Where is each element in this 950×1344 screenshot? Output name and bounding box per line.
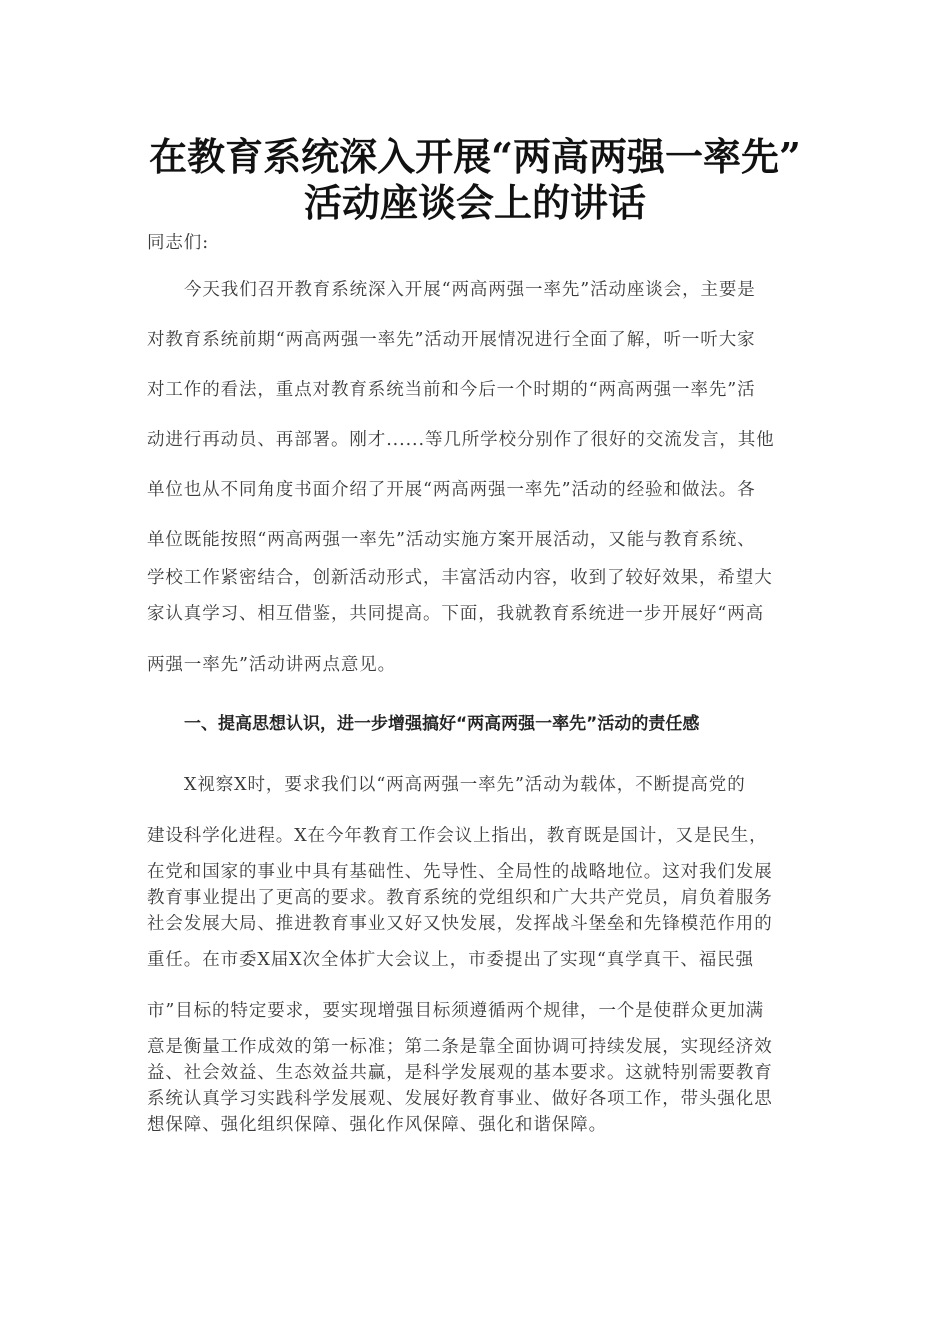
paragraph-1-line: 对工作的看法，重点对教育系统当前和今后一个时期的“两高两强一率先”活 xyxy=(147,380,756,400)
paragraph-2-line: 社会发展大局、推进教育事业又好又快发展，发挥战斗堡垒和先锋模范作用的 xyxy=(147,914,773,934)
paragraph-1-line: 单位既能按照“两高两强一率先”活动实施方案开展活动，又能与教育系统、 xyxy=(147,530,756,550)
paragraph-2-line: 意是衡量工作成效的第一标准；第二条是靠全面协调可持续发展，实现经济效 xyxy=(147,1037,773,1057)
paragraph-1-line: 今天我们召开教育系统深入开展“两高两强一率先”活动座谈会，主要是 xyxy=(184,280,756,300)
paragraph-1-line: 家认真学习、相互借鉴，共同提高。下面，我就教育系统进一步开展好“两高 xyxy=(147,604,765,624)
paragraph-2-line: 在党和国家的事业中具有基础性、先导性、全局性的战略地位。这对我们发展 xyxy=(147,862,773,882)
document-title-line2: 活动座谈会上的讲话 xyxy=(303,180,646,225)
salutation: 同志们: xyxy=(147,233,209,253)
paragraph-1-line: 动进行再动员、再部署。刚才......等几所学校分别作了很好的交流发言，其他 xyxy=(147,430,775,450)
paragraph-1-line: 两强一率先”活动讲两点意见。 xyxy=(147,655,397,675)
paragraph-2-line: X视察X时，要求我们以“两高两强一率先”活动为载体，不断提高党的 xyxy=(184,775,746,795)
paragraph-2-line: 想保障、强化组织保障、强化作风保障、强化和谐保障。 xyxy=(147,1115,607,1135)
paragraph-2-line: 教育事业提出了更高的要求。教育系统的党组织和广大共产党员，肩负着服务 xyxy=(147,888,773,908)
paragraph-1-line: 单位也从不同角度书面介绍了开展“两高两强一率先”活动的经验和做法。各 xyxy=(147,480,756,500)
paragraph-2-line: 重任。在市委X届X次全体扩大会议上，市委提出了实现“真学真干、福民强 xyxy=(147,950,754,970)
section-heading: 一、提高思想认识，进一步增强搞好“两高两强一率先”活动的责任感 xyxy=(184,714,700,734)
paragraph-2-line: 益、社会效益、生态效益共赢，是科学发展观的基本要求。这就特别需要教育 xyxy=(147,1063,773,1083)
paragraph-1-line: 对教育系统前期“两高两强一率先”活动开展情况进行全面了解，听一听大家 xyxy=(147,330,756,350)
paragraph-2-line: 系统认真学习实践科学发展观、发展好教育事业、做好各项工作，带头强化思 xyxy=(147,1089,773,1109)
paragraph-2-line: 市”目标的特定要求，要实现增强目标须遵循两个规律，一个是使群众更加满 xyxy=(147,1001,765,1021)
paragraph-1-line: 学校工作紧密结合，创新活动形式，丰富活动内容，收到了较好效果，希望大 xyxy=(147,568,773,588)
paragraph-2-line: 建设科学化进程。X在今年教育工作会议上指出，教育既是国计，又是民生， xyxy=(147,826,768,846)
document-title-line1: 在教育系统深入开展“两高两强一率先” xyxy=(149,134,801,179)
